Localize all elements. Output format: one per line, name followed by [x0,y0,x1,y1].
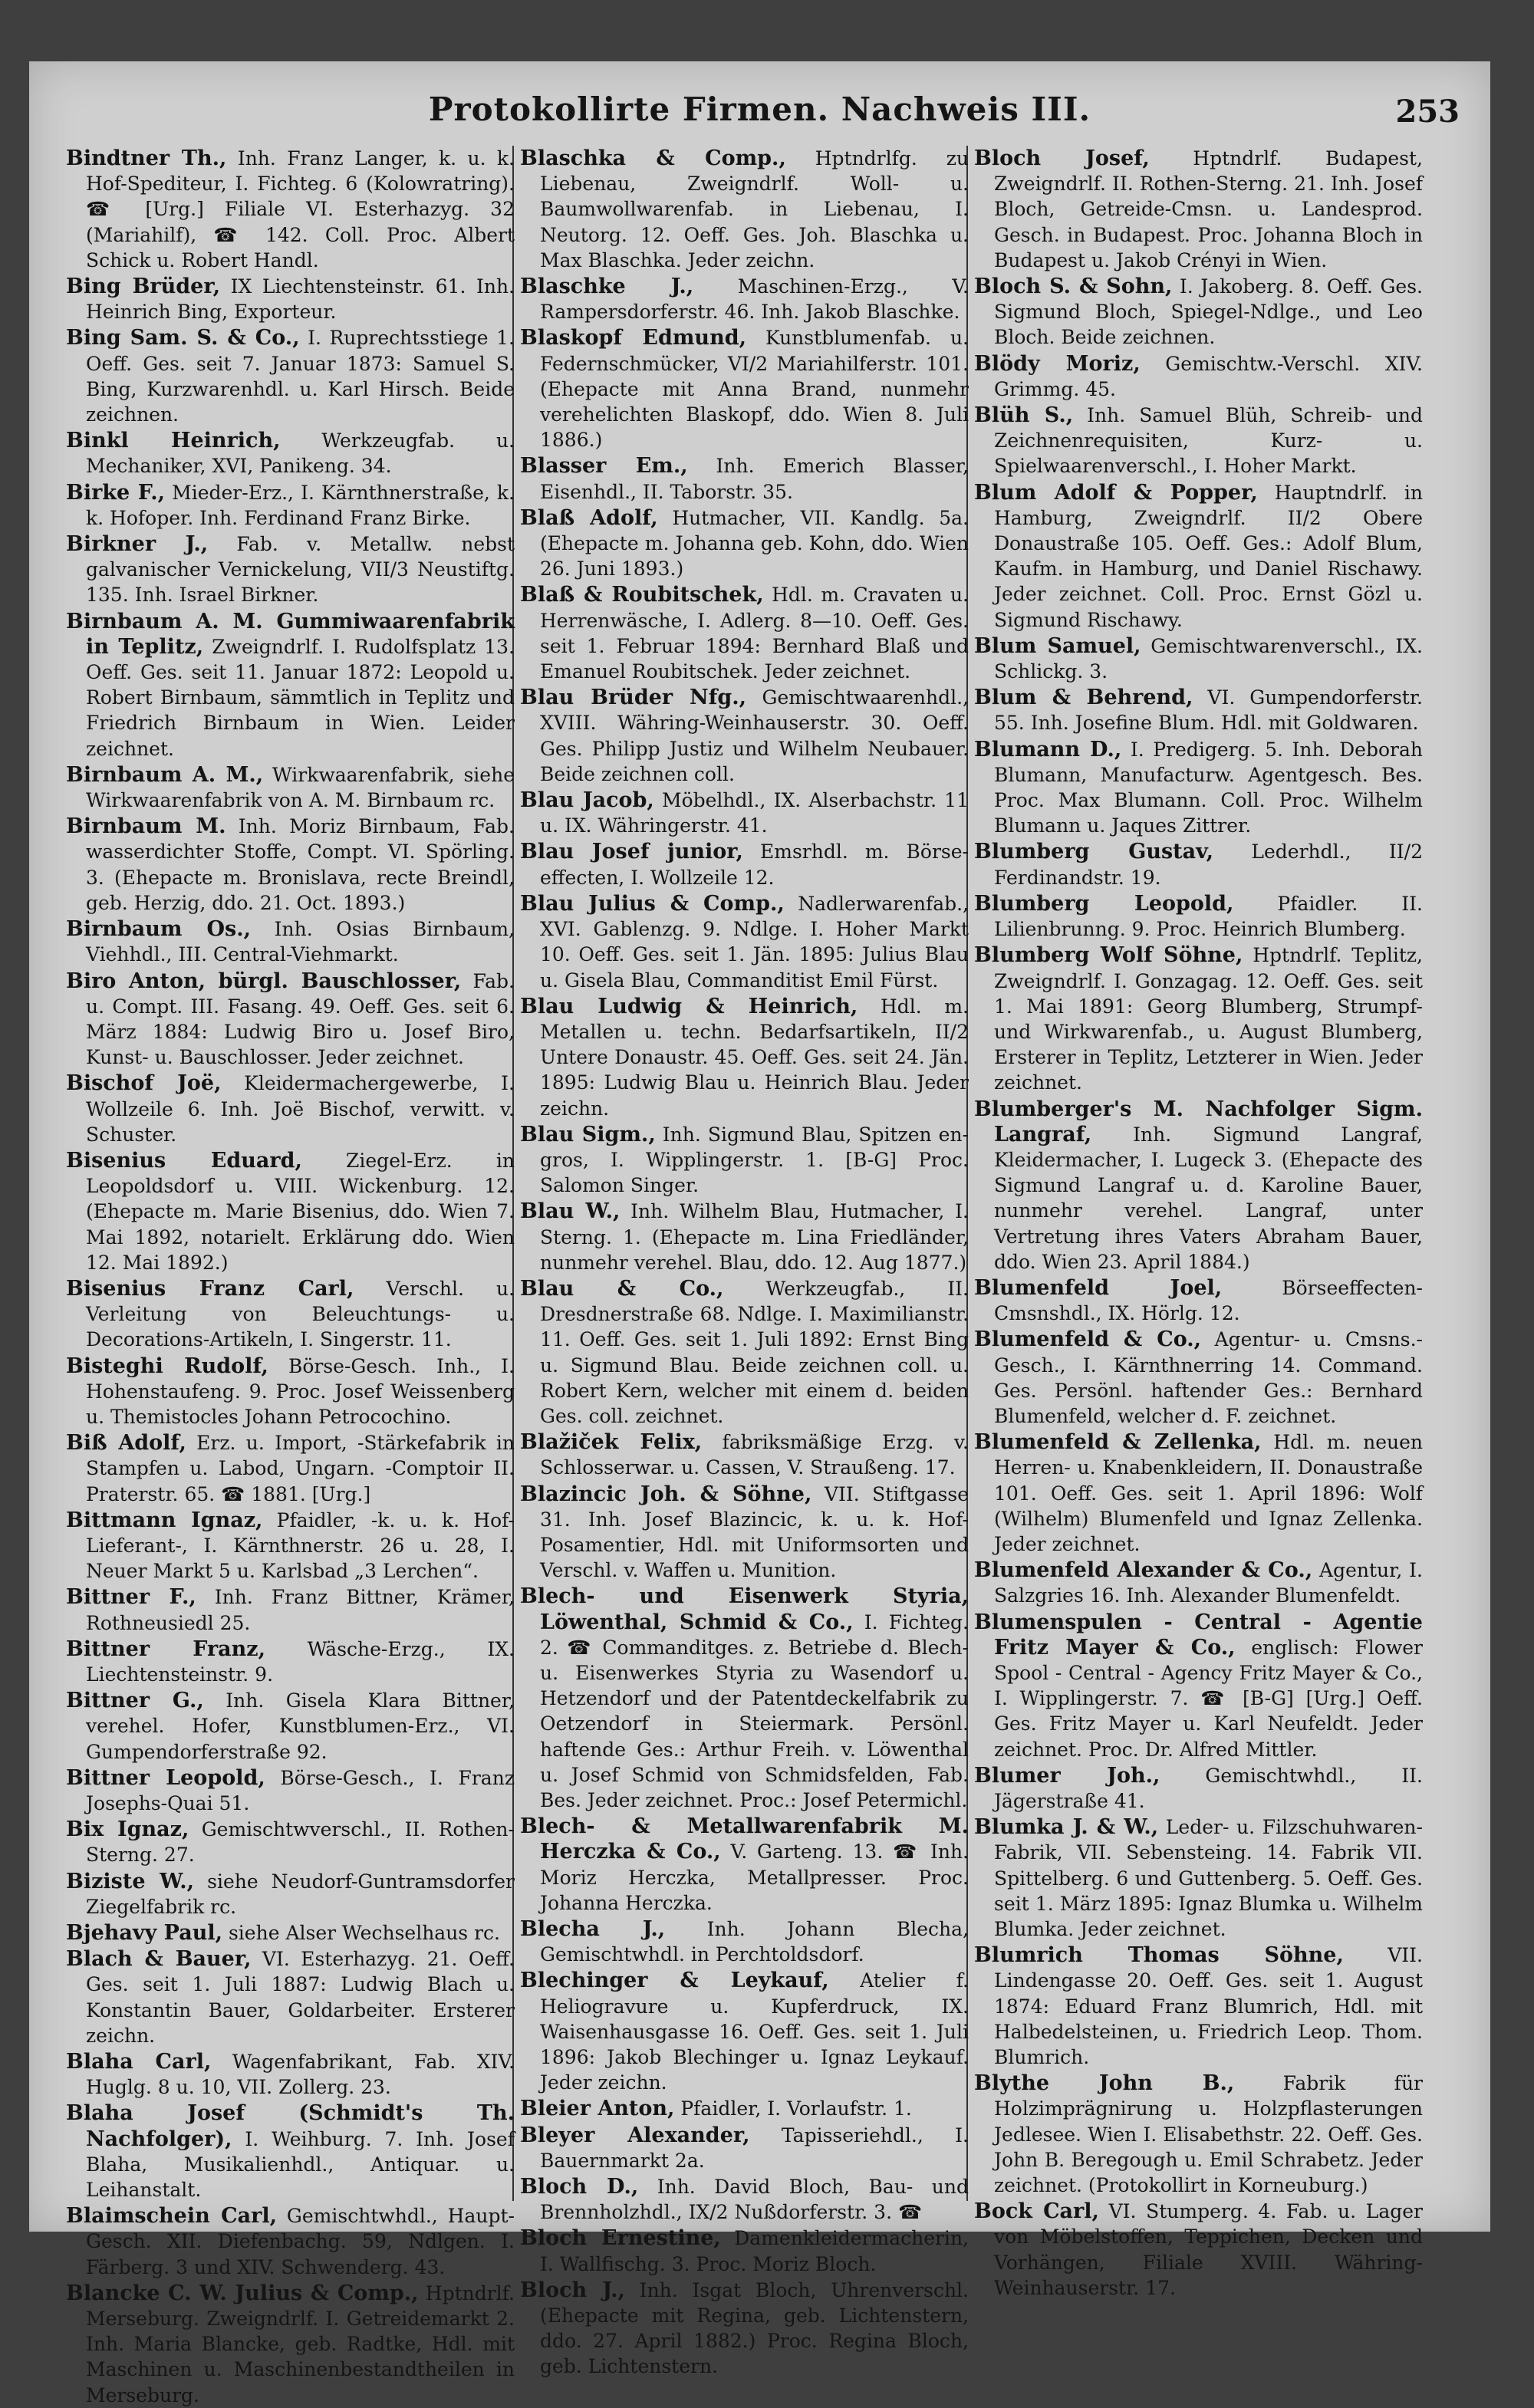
firm-name: Bisteghi Rudolf, [66,1354,268,1378]
firm-details: Leder- u. Filzschuhwaren-Fabrik, VII. Sebensteing. 14. Fabrik VII. Spittelberg. 6 und Guttenberg. 5. Oeff. Ges. seit 1. März 1895: Ignaz Blumka u. Wilhelm Blumka. Jeder zeichnet. [994,1816,1423,1941]
firm-details: Pfaidler, -k. u. k. Hof-Lieferant-, I. Kärnthnerstr. 26 u. 28, I. Neuer Markt 5 u. Karlsbad „3 Lerchen“. [86,1508,515,1583]
firm-details: siehe Neudorf-Guntramsdorfer Ziegelfabrik rc. [86,1870,515,1918]
firm-name: Blau Julius & Comp., [520,891,785,916]
firm-name: Blau Josef junior, [520,840,743,864]
directory-entry [520,274,969,324]
firm-details: Wäsche-Erzg., IX. Liechtensteinstr. 9. [86,1637,515,1686]
directory-entry [974,351,1423,402]
directory-entry [520,2123,969,2173]
column-right [974,146,1424,2299]
page-header [29,90,1490,152]
firm-details: Pfaidler, I. Vorlaufstr. 1. [674,2097,912,2120]
directory-entry [974,1429,1423,1557]
directory-entry [520,1199,969,1275]
firm-name: Blazincic Joh. & Söhne, [520,1482,812,1506]
firm-name: Bock Carl, [974,2199,1099,2224]
directory-entry [974,942,1423,1095]
firm-name: Binkl Heinrich, [66,429,281,453]
firm-name: Bing Sam. S. & Co., [66,326,300,350]
firm-name: Bisenius Franz Carl, [66,1276,354,1301]
firm-details: Möbelhdl., IX. Alserbachstr. 11 u. IX. Währingerstr. 41. [540,789,969,837]
firm-details: I. Fichteg. 2. ☎ Commanditges. z. Betriebe d. Blech- u. Eisenwerkes Styria zu Wasendorf u. Hetzendorf und der Patentdeckelfabrik zu Oetzendorf in Steiermark. Persönl. haftende Ges.: Arthur Freih. v. Löwenthal u. Josef Schmid von Schmidsfelden, Fab. Bes. Jeder zeichnet. Proc.: Josef Petermichl. [540,1610,969,1811]
firm-details: I. Ruprechtsstiege 1. Oeff. Ges. seit 7. Januar 1873: Samuel S. Bing, Kurzwarenhdl. u. Karl Hirsch. Beide zeichnen. [86,327,515,426]
firm-name: Blumenfeld Alexander & Co., [974,1558,1313,1583]
firm-details: Erz. u. Import, -Stärkefabrik in Stampfen u. Labod, Ungarn. -Comptoir II. Praterstr. 65. ☎ 1881. [Urg.] [86,1432,515,1505]
directory-entry [66,1071,515,1147]
directory-entry [974,633,1423,684]
firm-name: Blumenspulen - Central - Agentie Fritz Mayer & Co., [974,1610,1423,1660]
directory-page [29,61,1490,2406]
firm-name: Bindtner Th., [66,146,227,170]
firm-name: Blumberger's M. Nachfolger Sigm. Langraf, [974,1097,1423,1146]
firm-details: Gemischtw.-Verschl. XIV. Grimmg. 45. [994,352,1423,400]
firm-details: I. Jakoberg. 8. Oeff. Ges. Sigmund Bloch, Spiegel-Ndlge., und Leo Bloch. Beide zeichnen. [994,275,1423,349]
directory-entry [520,1814,969,1916]
directory-entry [66,146,515,273]
firm-name: Bittner F., [66,1585,196,1610]
firm-name: Blumka J. & W., [974,1815,1159,1840]
directory-entry [66,1869,515,1919]
firm-name: Blumrich Thomas Söhne, [974,1943,1344,1968]
firm-details: Inh. Emerich Blasser, Eisenhdl., II. Taborstr. 35. [540,455,969,503]
firm-details: Inh. Franz Langer, k. u. k. Hof-Spediteur, I. Fichteg. 6 (Kolowratring). ☎ [Urg.] Filiale VI. Esterhazyg. 32 (Mariahilf), ☎ 142. Coll. Proc. Albert Schick u. Robert Handl. [86,147,515,271]
firm-details: Kunstblumenfab. u. Federnschmücker, VI/2 Mariahilferstr. 101. (Ehepacte mit Anna Brand, nunmehr verehelichten Blaskopf, ddo. Wien 8. Juli 1886.) [540,327,969,452]
directory-entry [520,1482,969,1584]
directory-entry [66,609,515,762]
firm-details: Börse-Gesch., I. Franz Josephs-Quai 51. [86,1766,515,1814]
directory-entry [66,1637,515,1687]
firm-name: Blech- und Eisenwerk Styria, Löwenthal, Schmid & Co., [520,1584,969,1634]
directory-entry [520,582,969,684]
firm-name: Blumer Joh., [974,1763,1160,1788]
directory-entry [974,403,1423,479]
directory-entry [520,839,969,890]
directory-entry [520,994,969,1121]
firm-name: Blumberg Gustav, [974,840,1214,864]
firm-name: Blau Brüder Nfg., [520,686,747,710]
directory-entry [520,2278,969,2380]
directory-entry [520,1968,969,2095]
directory-entry [66,916,515,967]
directory-entry [520,1916,969,1967]
firm-name: Bisenius Eduard, [66,1148,302,1173]
firm-name: Blaß & Roubitschek, [520,583,764,607]
directory-entry [520,325,969,452]
page-title: Protokollirte Firmen. Nachweis III. [428,90,1091,128]
firm-details: Inh. David Bloch, Bau- und Brennholzhdl., IX/2 Nußdorferstr. 3. ☎ [540,2176,969,2224]
firm-details: Gemischtwhdl., Haupt-Gesch. XII. Diefenbachg. 59, Ndlgen. I. Färberg. 3 und XIV. Schwenderg. 43. [86,2205,515,2278]
directory-entry [974,1558,1423,1608]
firm-name: Blaha Josef (Schmidt's Th. Nachfolger), [66,2101,515,2151]
firm-name: Blech- & Metallwarenfabrik M. Herczka & Co., [520,1814,969,1864]
firm-details: Inh. Franz Bittner, Krämer, Rothneusiedl 25. [86,1586,515,1634]
directory-entry [66,1688,515,1765]
firm-name: Birke F., [66,480,166,505]
firm-details: Werkzeugfab., II. Dresdnerstraße 68. Ndlge. I. Maximilianstr. 11. Oeff. Ges. seit 1. Juli 1892: Ernst Bing u. Sigmund Blau. Beide zeichnen coll. u. Robert Kern, welcher mit einem d. beiden Ges. coll. zeichnet. [540,1277,969,1427]
firm-name: Bittner Leopold, [66,1765,265,1790]
directory-entry [66,2203,515,2280]
firm-details: Maschinen-Erzg., V. Rampersdorferstr. 46. Inh. Jakob Blaschke. [540,275,969,324]
firm-name: Blüh S., [974,403,1074,428]
firm-name: Blaha Carl, [66,2050,212,2074]
firm-name: Bittmann Ignaz, [66,1508,263,1532]
firm-name: Bittner Franz, [66,1637,266,1661]
directory-entry [974,2071,1423,2198]
firm-name: Blau Sigm., [520,1122,656,1146]
firm-name: Bloch S. & Sohn, [974,275,1173,299]
firm-details: Wagenfabrikant, Fab. XIV. Huglg. 8 u. 10, VII. Zollerg. 23. [86,2051,515,2099]
firm-name: Blechinger & Leykauf, [520,1969,829,1993]
firm-details: Hptndrlf. Budapest, Zweigndrlf. II. Rothen-Sterng. 21. Inh. Josef Bloch, Getreide-Cmsn. u. Landesprod. Gesch. in Budapest. Proc. Johanna Bloch in Budapest u. Jakob Crényi in Wien. [994,147,1424,271]
firm-details: Lederhdl., II/2 Ferdinandstr. 19. [994,840,1423,889]
directory-entry [66,1508,515,1584]
firm-name: Birnbaum A. M., [66,762,264,787]
firm-details: Inh. Sigmund Blau, Spitzen en-gros, I. Wipplingerstr. 1. [B-G] Proc. Salomon Singer. [540,1123,969,1197]
firm-name: Blaskopf Edmund, [520,326,746,350]
firm-details: Hdl. m. Metallen u. techn. Bedarfsartikeln, II/2 Untere Donaustr. 45. Oeff. Ges. seit 24. Jän. 1895: Ludwig Blau u. Heinrich Blau. Jeder zeichn. [540,995,969,1120]
directory-entry [974,146,1423,273]
firm-details: VI. Gumpendorferstr. 55. Inh. Josefine Blum. Hdl. mit Goldwaren. [994,686,1423,735]
firm-name: Biziste W., [66,1869,195,1893]
firm-name: Bjehavy Paul, [66,1921,223,1946]
firm-details: Gemischtwarenverschl., IX. Schlickg. 3. [994,634,1423,683]
firm-details: Ziegel-Erz. in Leopoldsdorf u. VIII. Wickenburg. 12. (Ehepacte m. Marie Bisenius, ddo. Wien 7. Mai 1892, notarielt. Erklärung ddo. Wien 12. Mai 1892.) [86,1149,515,1274]
directory-entry [520,1429,969,1480]
directory-entry [520,2225,969,2276]
firm-details: V. Garteng. 13. ☎ Inh. Moriz Herczka, Metallpresser. Proc. Johanna Herczka. [540,1841,969,1914]
directory-entry [520,788,969,838]
directory-entry [520,891,969,993]
directory-entry [66,1946,515,2048]
firm-name: Blumenfeld Joel, [974,1275,1223,1300]
firm-details: Zweigndrlf. I. Rudolfsplatz 13. Oeff. Ges. seit 11. Januar 1872: Leopold u. Robert Birnbaum, sämmtlich in Teplitz und Friedrich Birnbaum in Wien. Leider zeichnet. [86,635,515,760]
firm-details: Hauptndrlf. in Hamburg, Zweigndrlf. II/2 Obere Donaustraße 105. Oeff. Ges.: Adolf Blum, Kaufm. in Hamburg, und Daniel Rischawy. Jeder zeichnet. Coll. Proc. Ernst Gözl u. Sigmund Rischawy. [994,481,1423,631]
firm-name: Bloch Ernestine, [520,2226,721,2251]
column-left [66,146,515,2406]
firm-name: Blumann D., [974,737,1122,762]
page-number: 253 [1395,94,1460,130]
firm-name: Blau W., [520,1199,621,1224]
firm-details: Hdl. m. neuen Herren- u. Knabenkleidern, II. Donaustraße 101. Oeff. Ges. seit 1. April 1896: Wolf (Wilhelm) Blumenfeld und Ignaz Zellenka. Jeder zeichnet. [994,1431,1423,1555]
firm-name: Blumenfeld & Co., [974,1327,1202,1352]
firm-details: Hptndrlf. Teplitz, Zweigndrlf. I. Gonzagag. 12. Oeff. Ges. seit 1. Mai 1891: Georg Blumberg, Strumpf- und Wirkwarenfab., u. August Blumberg, Ersterer in Teplitz, Letzterer in Wien. Jeder zeichnet. [994,944,1423,1094]
firm-name: Blecha J., [520,1917,666,1942]
directory-entry [974,1814,1423,1942]
firm-name: Blum & Behrend, [974,686,1193,710]
firm-details: I. Predigerg. 5. Inh. Deborah Blumann, Manufacturw. Agentgesch. Bes. Proc. Max Blumann. Coll. Proc. Wilhelm Blumann u. Jaques Zittrer. [994,738,1423,837]
firm-details: Inh. Wilhelm Blau, Hutmacher, I. Sterng. 1. (Ehepacte m. Lina Friedländer, nunmehr verehel. Blau, ddo. 12. Aug 1877.) [540,1200,969,1274]
directory-entry [66,1276,515,1353]
directory-entry [520,453,969,504]
firm-name: Blasser Em., [520,454,688,479]
firm-details: Gemischtwaarenhdl., XVIII. Währing-Weinhauserstr. 30. Oeff. Ges. Philipp Justiz und Wilhelm Neubauer. Beide zeichnen coll. [540,686,969,785]
firm-details: I. Weihburg. 7. Inh. Josef Blaha, Musikalienhdl., Antiquar. u. Leihanstalt. [86,2127,515,2202]
firm-details: Inh. Isgat Bloch, Uhrenverschl. (Ehepacte mit Regina, geb. Lichtenstern, ddo. 27. April 1882.) Proc. Regina Bloch, geb. Lichtenstern. [540,2278,969,2378]
firm-name: Bloch J., [520,2278,625,2302]
directory-entry [974,1327,1423,1429]
firm-details: VI. Esterhazyg. 21. Oeff. Ges. seit 1. Juli 1887: Ludwig Blach u. Konstantin Bauer, Goldarbeiter. Ersterer zeichn. [86,1948,515,2047]
firm-name: Blaschke J., [520,275,694,299]
directory-entry [974,2199,1423,2301]
firm-name: Blödy Moriz, [974,351,1141,376]
directory-entry [66,2049,515,2100]
directory-entry [520,685,969,787]
directory-entry [520,505,969,582]
firm-name: Birnbaum M. [66,814,226,839]
firm-details: Fabrik für Holzimprägnirung u. Holzpflasterungen Jedlesee. Wien I. Elisabethstr. 22. Oeff. Ges. John B. Beregough u. Emil Schrabetz. Jeder zeichnet. (Protokollirt in Korneuburg.) [994,2072,1423,2197]
directory-entry [974,685,1423,735]
firm-details: Emsrhdl. m. Börse-effecten, I. Wollzeile 12. [540,840,969,889]
firm-name: Biro Anton, bürgl. Bauschlosser, [66,969,462,993]
firm-details: Inh. Johann Blecha, Gemischtwhdl. in Perchtoldsdorf. [540,1918,969,1966]
firm-details: Börseeffecten-Cmsnshdl., IX. Hörlg. 12. [994,1276,1423,1325]
firm-name: Blaß Adolf, [520,505,658,530]
firm-name: Blumberg Leopold, [974,891,1234,916]
firm-name: Birkner J., [66,532,209,557]
firm-details: Hptndrlfg. zu Liebenau, Zweigndrlf. Woll- u. Baumwollwarenfab. in Liebenau, I. Neutorg. 12. Oeff. Ges. Joh. Blaschka u. Max Blaschka. Jeder zeichn. [540,147,969,271]
firm-details: Mieder-Erz., I. Kärnthnerstraße, k. k. Hofoper. Inh. Ferdinand Franz Birke. [86,481,515,529]
firm-name: Blaimschein Carl, [66,2204,277,2229]
firm-details: Inh. Sigmund Langraf, Kleidermacher, I. Lugeck 3. (Ehepacte des Sigmund Langraf u. d. Karoline Bauer, nunmehr verehel. Langraf, unter Vertretung ihres Vaters Abraham Bauer, ddo. Wien 23. April 1884.) [994,1123,1423,1273]
firm-name: Bleyer Alexander, [520,2123,750,2147]
firm-details: Inh. Osias Birnbaum, Viehhdl., III. Central-Viehmarkt. [86,918,515,966]
firm-details: Börse-Gesch. Inh., I. Hohenstaufeng. 9. Proc. Josef Weissenberg u. Themistocles Johann Petrocochino. [86,1354,515,1428]
directory-entry [66,428,515,479]
directory-entry [974,480,1423,633]
firm-name: Bloch D., [520,2175,639,2199]
directory-entry [520,146,969,273]
directory-entry [974,274,1423,350]
firm-name: Blum Adolf & Popper, [974,480,1258,505]
firm-details: Inh. Samuel Blüh, Schreib- und Zeichnenrequisiten, Kurz- u. Spielwaarenverschl., I. Hoher Markt. [994,404,1423,478]
firm-name: Blau Jacob, [520,788,654,813]
firm-details: Nadlerwarenfab., XVI. Gablenzg. 9. Ndlge. I. Hoher Markt 10. Oeff. Ges. seit 1. Jän. 1895: Julius Blau u. Gisela Blau, Commanditist Emil Fürst. [540,892,969,992]
firm-name: Birnbaum Os., [66,917,252,942]
directory-entry [66,1765,515,1816]
directory-entry [66,531,515,608]
firm-name: Blancke C. W. Julius & Comp., [66,2281,419,2305]
firm-name: Blumberg Wolf Söhne, [974,943,1243,968]
directory-entry [974,737,1423,839]
directory-entry [66,1148,515,1275]
firm-name: Biß Adolf, [66,1431,186,1456]
firm-details: Kleidermachergewerbe, I. Wollzeile 6. Inh. Joë Bischof, verwitt. v. Schuster. [86,1072,515,1146]
firm-details: Hutmacher, VII. Kandlg. 5a. (Ehepacte m. Johanna geb. Kohn, ddo. Wien 26. Juni 1893.) [540,506,969,581]
firm-name: Blumenfeld & Zellenka, [974,1430,1262,1455]
firm-details: Atelier f. Heliogravure u. Kupferdruck, IX. Waisenhausgasse 16. Oeff. Ges. seit 1. Juli 1896: Jakob Blechinger u. Ignaz Leykauf. Jeder zeichn. [540,1969,969,2094]
firm-name: Blach & Bauer, [66,1947,252,1972]
firm-details: Werkzeugfab. u. Mechaniker, XVI, Panikeng. 34. [86,429,515,478]
firm-details: Agentur- u. Cmsns.-Gesch., I. Kärnthnerring 14. Command. Ges. Persönl. haftender Ges.: Bernhard Blumenfeld, welcher d. F. zeichnet. [994,1328,1423,1427]
directory-entry [66,1584,515,1635]
directory-entry [974,891,1423,942]
firm-details: Gemischtwhdl., II. Jägerstraße 41. [994,1764,1423,1812]
directory-entry [974,1943,1423,2070]
firm-details: fabriksmäßige Erzg. v. Schlosserwar. u. Cassen, V. Straußeng. 17. [540,1431,969,1479]
firm-name: Birnbaum A. M. Gummiwaarenfabrik in Teplitz, [66,609,515,659]
directory-entry [66,2281,515,2408]
firm-details: Hptndrlf. Merseburg. Zweigndrlf. I. Getreidemarkt 2. Inh. Maria Blancke, geb. Radtke, Hdl. mit Maschinen u. Maschinenbestandtheilen in Merseburg. [86,2281,515,2406]
directory-entry [66,814,515,916]
firm-details: VII. Stiftgasse 31. Inh. Josef Blazincic, k. u. k. Hof-Posamentier, Hdl. mit Uniformsorten und Verschl. v. Waffen u. Munition. [540,1482,969,1582]
firm-details: Fab. u. Compt. III. Fasang. 49. Oeff. Ges. seit 6. März 1884: Ludwig Biro u. Josef Biro, Kunst- u. Bauschlosser. Jeder zeichnet. [86,969,515,1069]
firm-details: Tapisseriehdl., I. Bauernmarkt 2a. [540,2123,969,2172]
directory-entry [520,1122,969,1199]
firm-name: Blum Samuel, [974,633,1141,658]
firm-name: Bittner G., [66,1689,204,1713]
firm-name: Bleier Anton, [520,2097,675,2121]
firm-details: Damenkleidermacherin, I. Wallfischg. 3. Proc. Moriz Bloch. [540,2227,969,2275]
firm-name: Bloch Josef, [974,146,1150,170]
firm-name: Blau & Co., [520,1276,724,1301]
directory-entry [974,839,1423,890]
firm-name: Blažiček Felix, [520,1430,703,1455]
directory-entry [974,1610,1423,1762]
directory-entry [520,1276,969,1429]
directory-entry [974,1097,1423,1275]
firm-details: Verschl. u. Verleitung von Beleuchtungs- u. Decorations-Artikeln, I. Singerstr. 11. [86,1277,515,1351]
directory-entry [974,1763,1423,1814]
firm-details: Fab. v. Metallw. nebst galvanischer Vernickelung, VII/3 Neustiftg. 135. Inh. Israel Birkner. [86,533,515,607]
firm-details: Wirkwaarenfabrik, siehe Wirkwaarenfabrik von A. M. Birnbaum rc. [86,763,515,812]
directory-entry [66,325,515,427]
directory-entry [66,1817,515,1867]
firm-name: Bix Ignaz, [66,1818,189,1842]
firm-details: englisch: Flower Spool - Central - Agency Fritz Mayer & Co., I. Wipplingerstr. 7. ☎ [B-G] [Urg.] Oeff. Ges. Fritz Mayer u. Karl Neufeldt. Jeder zeichnet. Proc. Dr. Alfred Mittler. [994,1636,1423,1761]
firm-name: Bing Brüder, [66,275,221,299]
directory-entry [66,1430,515,1507]
directory-entry [520,2174,969,2225]
directory-entry [66,274,515,324]
firm-details: VII. Lindengasse 20. Oeff. Ges. seit 1. August 1874: Eduard Franz Blumrich, Hdl. mit Halbedelsteinen, u. Friedrich Leop. Thom. Blumrich. [994,1944,1423,2069]
firm-name: Blythe John B., [974,2071,1235,2096]
firm-name: Blau Ludwig & Heinrich, [520,994,858,1018]
firm-details: IX Liechtensteinstr. 61. Inh. Heinrich Bing, Exporteur. [86,275,515,324]
directory-entry [974,1275,1423,1326]
directory-entry [520,2096,969,2121]
firm-details: Gemischtwverschl., II. Rothen-Sterng. 27. [86,1818,515,1867]
directory-entry [66,1920,515,1946]
firm-details: Inh. Moriz Birnbaum, Fab. wasserdichter Stoffe, Compt. VI. Spörling. 3. (Ehepacte m. Bronislava, recte Breindl, geb. Herzig, ddo. 21. Oct. 1893.) [86,815,515,914]
firm-name: Blaschka & Comp., [520,146,786,170]
directory-entry [520,1584,969,1813]
firm-details: Pfaidler. II. Lilienbrunng. 9. Proc. Heinrich Blumberg. [994,892,1423,941]
directory-entry [66,1354,515,1430]
firm-details: VI. Stumperg. 4. Fab. u. Lager von Möbelstoffen, Teppichen, Decken und Vorhängen, Filiale XVIII. Währing-Weinhauserstr. 17. [994,2200,1423,2299]
directory-entry [66,762,515,813]
directory-entry [66,2100,515,2202]
column-middle [520,146,969,2378]
directory-entry [66,969,515,1071]
firm-details: Hdl. m. Cravaten u. Herrenwäsche, I. Adlerg. 8—10. Oeff. Ges. seit 1. Februar 1894: Bernhard Blaß und Emanuel Roubitschek. Jeder zeichnet. [540,584,969,683]
directory-entry [66,480,515,531]
firm-name: Bischof Joë, [66,1071,222,1096]
firm-details: Inh. Gisela Klara Bittner, verehel. Hofer, Kunstblumen-Erz., VI. Gumpendorferstraße 92. [86,1689,515,1763]
firm-details: siehe Alser Wechselhaus rc. [222,1922,500,1945]
firm-details: Agentur, I. Salzgries 16. Inh. Alexander Blumenfeldt. [994,1559,1423,1607]
